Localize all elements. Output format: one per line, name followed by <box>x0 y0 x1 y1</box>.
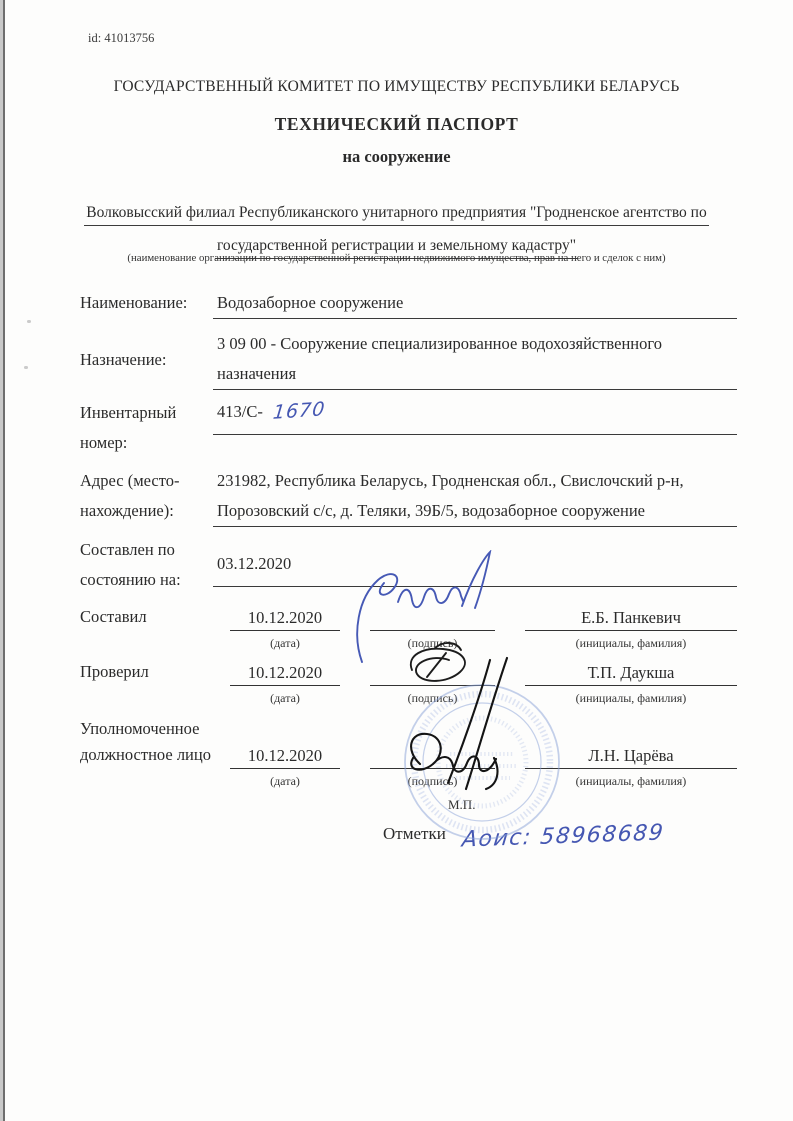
name-column <box>525 606 737 651</box>
field-inventory-label: Инвентарный номер: <box>80 403 177 452</box>
passport-fields <box>80 288 737 595</box>
scan-edge-line <box>3 0 5 1121</box>
field-inventory-value <box>213 398 737 435</box>
notes-row <box>383 820 666 853</box>
sign-caption: (подпись) <box>407 636 458 650</box>
field-address-value-line1: 231982, Республика Беларусь, Гродненская обл., Свислочский р-н, <box>217 471 684 490</box>
field-name-label: Наименование: <box>80 293 188 312</box>
field-address <box>80 466 737 527</box>
role-label-line2: должностное лицо <box>80 745 211 764</box>
name-value: Т.П. Даукша <box>525 661 737 686</box>
sign-column <box>370 606 495 651</box>
field-inventory <box>80 398 737 458</box>
role-label: Проверил <box>80 662 149 681</box>
field-address-value <box>213 466 737 527</box>
notes-handwritten-value: Аоис: 58968689 <box>460 820 666 853</box>
field-purpose-value-line1: 3 09 00 - Сооружение специализированное водохозяйственного <box>217 334 662 353</box>
signature-line <box>370 661 495 686</box>
organization-caption: (наименование организации по государственной регистрации недвижимого имущества, прав на него и сделок с ним) <box>127 252 666 264</box>
date-column <box>230 661 340 706</box>
field-as-of-value: 03.12.2020 <box>213 552 737 587</box>
field-address-value-line2: Порозовский с/с, д. Теляки, 39Б/5, водозаборное сооружение <box>213 496 737 527</box>
field-address-label: Адрес (место- нахождение): <box>80 471 180 520</box>
name-value: Е.Б. Панкевич <box>525 606 737 631</box>
date-caption: (дата) <box>270 691 300 705</box>
role-label-line1: Уполномоченное <box>80 719 200 738</box>
document-id: id: 41013756 <box>88 31 155 45</box>
signature-line <box>370 744 495 769</box>
sign-column <box>370 661 495 706</box>
date-value: 10.12.2020 <box>230 744 340 769</box>
name-column <box>525 744 737 789</box>
field-name <box>80 288 737 319</box>
sign-caption: (подпись) <box>407 774 458 788</box>
signature-row-authorized-official <box>80 716 737 789</box>
signature-block <box>80 604 737 789</box>
signature-line <box>370 606 495 631</box>
name-caption: (инициалы, фамилия) <box>575 636 687 650</box>
name-column <box>525 661 737 706</box>
document-subtitle: на сооружение <box>342 147 451 166</box>
notes-label: Отметки <box>383 824 446 843</box>
signature-row-compiler <box>80 604 737 651</box>
signature-row-checker <box>80 659 737 706</box>
role-label <box>80 716 230 789</box>
name-value: Л.Н. Царёва <box>525 744 737 769</box>
date-value: 10.12.2020 <box>230 606 340 631</box>
date-column <box>230 744 340 789</box>
field-purpose <box>80 329 737 390</box>
date-value: 10.12.2020 <box>230 661 340 686</box>
field-name-value: Водозаборное сооружение <box>213 288 737 319</box>
field-as-of-label: Составлен по состоянию на: <box>80 540 181 589</box>
field-purpose-value <box>213 329 737 390</box>
stamp-place-abbr: М.П. <box>448 797 476 812</box>
date-caption: (дата) <box>270 636 300 650</box>
committee-header: ГОСУДАРСТВЕННЫЙ КОМИТЕТ ПО ИМУЩЕСТВУ РЕСПУБЛИКИ БЕЛАРУСЬ <box>113 78 680 95</box>
organization-line2: государственной регистрации и земельному кадастру" <box>40 229 753 262</box>
document-title: ТЕХНИЧЕСКИЙ ПАСПОРТ <box>274 114 519 134</box>
scan-speck <box>27 320 31 323</box>
inventory-printed-prefix: 413/С- <box>217 402 263 421</box>
organization-line1: Волковысский филиал Республиканского унитарного предприятия "Гродненское агентство по <box>40 196 753 229</box>
inventory-handwritten-number: 1670 <box>271 398 327 424</box>
date-caption: (дата) <box>270 774 300 788</box>
name-caption: (инициалы, фамилия) <box>575 691 687 705</box>
sign-caption: (подпись) <box>407 691 458 705</box>
role-label: Составил <box>80 607 147 626</box>
field-as-of-date <box>80 535 737 595</box>
field-purpose-label: Назначение: <box>80 349 167 369</box>
scan-speck <box>24 366 28 369</box>
name-caption: (инициалы, фамилия) <box>575 774 687 788</box>
field-purpose-value-line2: назначения <box>213 359 737 390</box>
date-column <box>230 606 340 651</box>
sign-column <box>370 744 495 789</box>
